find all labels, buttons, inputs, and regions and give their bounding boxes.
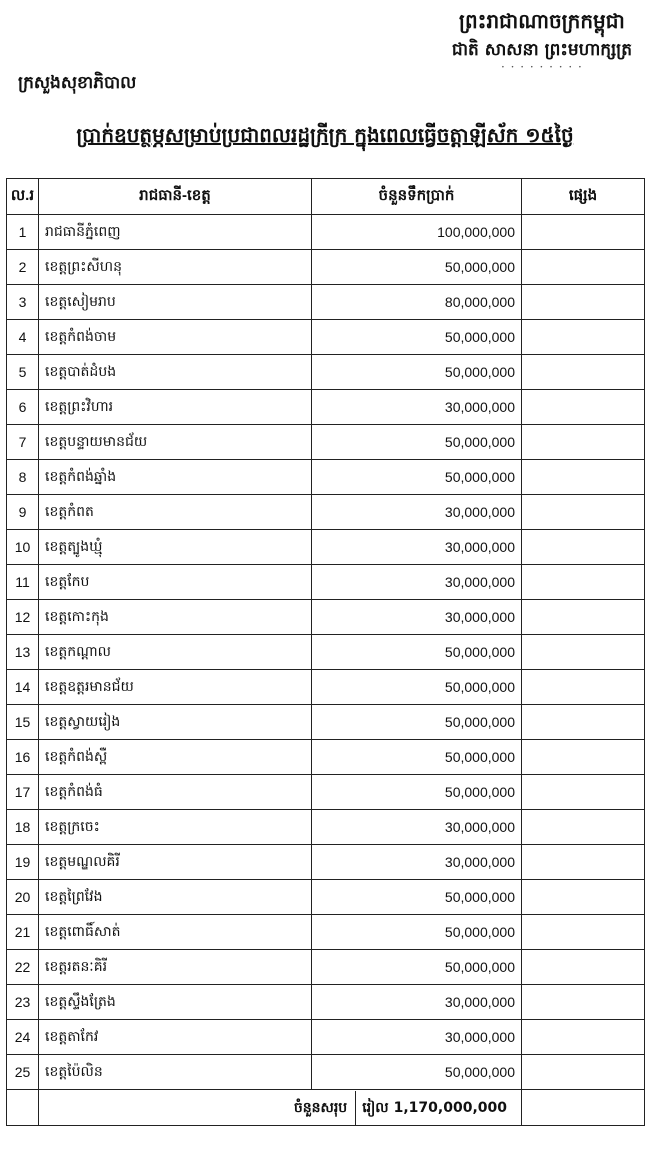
total-amount: 1,170,000,000 [393,1099,507,1116]
ministry-name: ក្រសួងសុខាភិបាល [18,73,137,93]
other-cell [522,285,645,320]
column-header-province: រាជធានី-ខេត្ត [39,179,312,215]
other-cell [522,530,645,565]
other-cell [522,1055,645,1090]
amount-value: 50,000,000 [312,635,522,670]
row-number: 10 [7,530,39,565]
table-row [7,845,645,880]
other-cell [522,950,645,985]
province-name: ខេត្តព្រះសីហនុ [39,250,312,285]
province-name: ខេត្តកំពង់ឆ្នាំង [39,460,312,495]
table-row [7,390,645,425]
amount-value: 50,000,000 [312,425,522,460]
amount-value: 50,000,000 [312,670,522,705]
amount-value: 30,000,000 [312,390,522,425]
province-name: ខេត្តសៀមរាប [39,285,312,320]
table-row [7,740,645,775]
document-title: ប្រាក់ឧបត្ថម្ភសម្រាប់ប្រជាពលរដ្ឋក្រីក្រ ក្នុងពេលធ្វើចត្តាឡីស័ក ១៥ថ្ងៃ [76,123,574,147]
total-unit-text: រៀល [362,1099,389,1116]
amount-value: 30,000,000 [312,810,522,845]
table-row [7,495,645,530]
province-name: ខេត្តបន្ទាយមានជ័យ [39,425,312,460]
table-row [7,880,645,915]
province-name: ខេត្តកណ្ដាល [39,635,312,670]
amount-value: 30,000,000 [312,985,522,1020]
row-number: 1 [7,215,39,250]
amount-value: 50,000,000 [312,1055,522,1090]
row-number: 13 [7,635,39,670]
row-number: 5 [7,355,39,390]
row-number: 18 [7,810,39,845]
table-row [7,635,645,670]
other-cell [522,740,645,775]
other-cell [522,880,645,915]
province-name: ខេត្តមណ្ឌលគិរី [39,845,312,880]
table-row [7,215,645,250]
column-header-amount: ចំនួនទឹកប្រាក់ [312,179,522,215]
amount-value: 50,000,000 [312,740,522,775]
total-row [7,1090,645,1126]
other-cell [522,1020,645,1055]
other-cell [522,355,645,390]
amount-value: 50,000,000 [312,950,522,985]
amount-value: 30,000,000 [312,1020,522,1055]
row-number: 3 [7,285,39,320]
total-other-cell [522,1090,645,1126]
other-cell [522,565,645,600]
row-number: 7 [7,425,39,460]
amount-value: 50,000,000 [312,880,522,915]
table-row [7,250,645,285]
amount-value: 100,000,000 [312,215,522,250]
province-name: ខេត្តព្រៃវែង [39,880,312,915]
row-number: 15 [7,705,39,740]
province-name: ខេត្តរតនៈគិរី [39,950,312,985]
other-cell [522,810,645,845]
province-name: រាជធានីភ្នំពេញ [39,215,312,250]
amount-value: 30,000,000 [312,530,522,565]
total-label: ចំនួនសរុប [293,1099,348,1116]
province-name: ខេត្តកំពង់ស្ពឺ [39,740,312,775]
table-row [7,355,645,390]
table-row [7,775,645,810]
other-cell [522,495,645,530]
province-name: ខេត្តក្រចេះ [39,810,312,845]
table-row [7,460,645,495]
other-cell [522,775,645,810]
province-name: ខេត្តកំពង់ចាម [39,320,312,355]
table-row [7,530,645,565]
row-number: 11 [7,565,39,600]
other-cell [522,845,645,880]
amount-value: 80,000,000 [312,285,522,320]
allocation-table [6,178,645,1126]
province-name: ខេត្តកំពត [39,495,312,530]
other-cell [522,320,645,355]
other-cell [522,600,645,635]
table-row [7,670,645,705]
row-number: 2 [7,250,39,285]
province-name: ខេត្តកំពង់ធំ [39,775,312,810]
province-name: ខេត្តពោធិ៍សាត់ [39,915,312,950]
amount-value: 30,000,000 [312,495,522,530]
row-number: 24 [7,1020,39,1055]
row-number: 16 [7,740,39,775]
row-number: 9 [7,495,39,530]
table-row [7,320,645,355]
table-row [7,705,645,740]
table-row [7,950,645,985]
province-name: ខេត្តត្បូងឃ្មុំ [39,530,312,565]
column-header-number: ល.រ [7,179,39,215]
row-number: 20 [7,880,39,915]
table-row [7,565,645,600]
row-number: 22 [7,950,39,985]
province-name: ខេត្តឧត្តរមានជ័យ [39,670,312,705]
province-name: ខេត្តតាកែវ [39,1020,312,1055]
total-cell [39,1090,522,1126]
total-empty-cell [7,1090,39,1126]
other-cell [522,985,645,1020]
row-number: 8 [7,460,39,495]
amount-value: 50,000,000 [312,460,522,495]
column-header-other: ផ្សេង [522,179,645,215]
province-name: ខេត្តស្វាយរៀង [39,705,312,740]
table-row [7,810,645,845]
province-name: ខេត្តបាត់ដំបង [39,355,312,390]
other-cell [522,250,645,285]
province-name: ខេត្តស្ទឹងត្រែង [39,985,312,1020]
table-row [7,1055,645,1090]
total-unit [355,1091,515,1125]
row-number: 19 [7,845,39,880]
row-number: 25 [7,1055,39,1090]
other-cell [522,670,645,705]
row-number: 14 [7,670,39,705]
amount-value: 50,000,000 [312,705,522,740]
table-row [7,285,645,320]
amount-value: 50,000,000 [312,320,522,355]
table-row [7,1020,645,1055]
other-cell [522,425,645,460]
kingdom-header [452,8,632,72]
amount-value: 50,000,000 [312,250,522,285]
row-number: 4 [7,320,39,355]
amount-value: 30,000,000 [312,600,522,635]
kingdom-name: ព្រះរាជាណាចក្រកម្ពុជា [459,9,625,33]
other-cell [522,915,645,950]
amount-value: 50,000,000 [312,355,522,390]
other-cell [522,705,645,740]
other-cell [522,215,645,250]
table-row [7,915,645,950]
table-row [7,985,645,1020]
province-name: ខេត្តកោះកុង [39,600,312,635]
other-cell [522,635,645,670]
amount-value: 30,000,000 [312,845,522,880]
province-name: ខេត្តប៉ៃលិន [39,1055,312,1090]
table-row [7,425,645,460]
amount-value: 50,000,000 [312,775,522,810]
row-number: 12 [7,600,39,635]
amount-value: 30,000,000 [312,565,522,600]
province-name: ខេត្តព្រះវិហារ [39,390,312,425]
row-number: 23 [7,985,39,1020]
header-separator: · · · · · · · · · [500,60,583,74]
other-cell [522,390,645,425]
table-header-row [7,179,645,215]
row-number: 17 [7,775,39,810]
row-number: 21 [7,915,39,950]
amount-value: 50,000,000 [312,915,522,950]
row-number: 6 [7,390,39,425]
table-row [7,600,645,635]
national-motto: ជាតិ សាសនា ព្រះមហាក្សត្រ [451,40,632,60]
province-name: ខេត្តកែប [39,565,312,600]
other-cell [522,460,645,495]
